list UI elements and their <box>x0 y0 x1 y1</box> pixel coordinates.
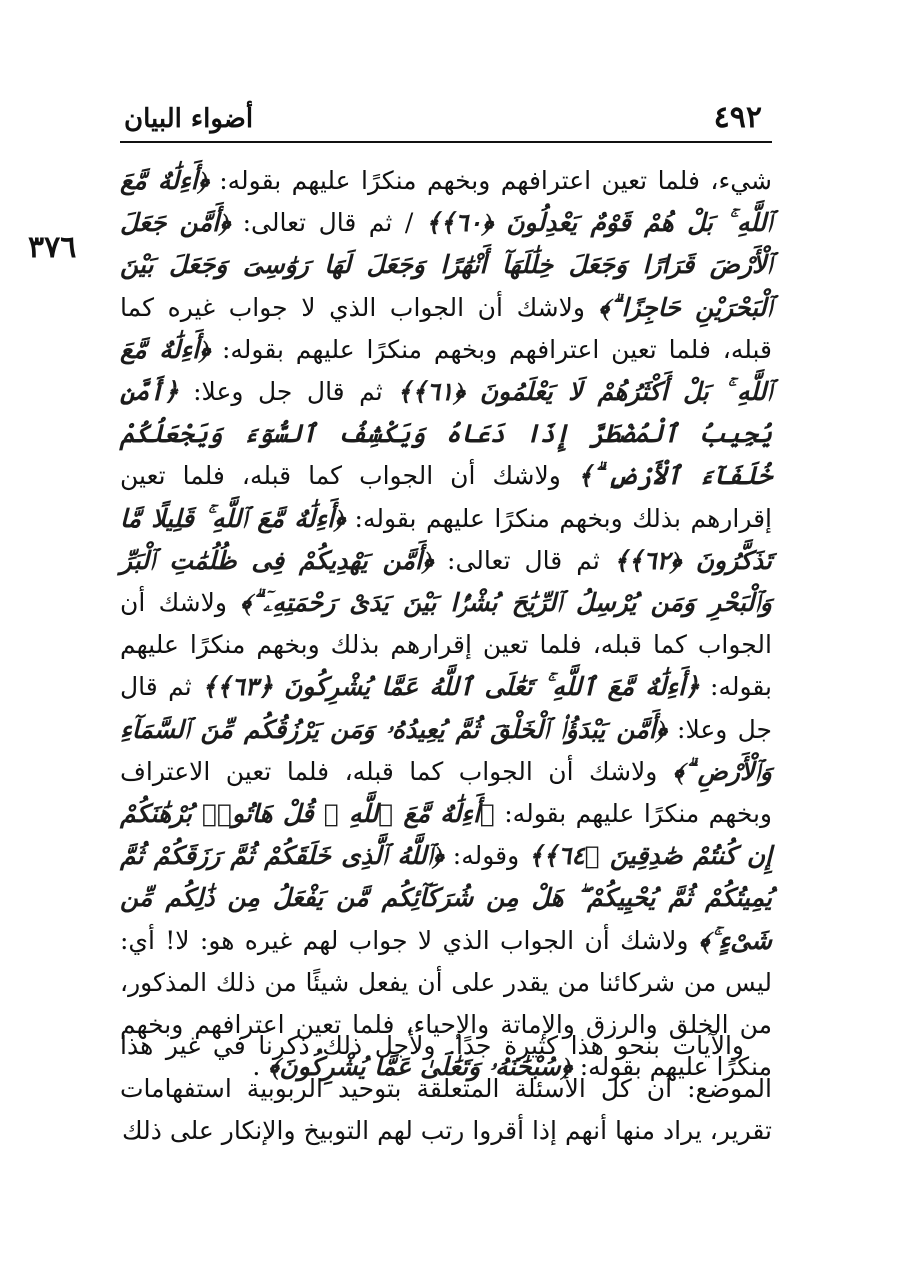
commentary-text: ولاشك أن الجواب الذي لا جواب لهم غيره هو: لا! أي: ليس من شركائنا من يقدر على أن يفعل شيئًا من ذلك المذكور، من الخلق والرزق والإماتة والإحياء، فلما تعين اعترافهم وبخهم منكرًا عليهم بقوله: <box>120 925 772 1082</box>
commentary-text: ولاشك أن الجواب كما قبله، فلما تعين إقرارهم بذلك وبخهم منكرًا عليهم بقوله: <box>120 588 772 702</box>
quran-verse: ﴿أَءِلَٰهٌ مَّعَ ٱللَّهِ ۚ قُلْ هَاتُوا۟ بُرْهَٰنَكُمْ إِن كُنتُمْ صَٰدِقِينَ ﴿٦٤﴾﴾ <box>120 799 772 871</box>
commentary-text: شيء، فلما تعين اعترافهم وبخهم منكرًا عليهم بقوله: <box>208 166 772 195</box>
book-title: أضواء البيان <box>124 104 254 134</box>
second-paragraph-text: والآيات بنحو هذا كثيرة جدًا. ولأجل ذلك ذكرنا في غير هذا الموضع: أن كل الأسئلة المتعلقة بتوحيد الربوبية استفهامات تقرير، يراد منها أنهم إذا أقروا رتب لهم التوبيخ والإنكار على ذلك <box>120 1031 772 1145</box>
margin-page-reference: ٣٧٦ <box>28 230 77 265</box>
commentary-text: ثم قال جل وعلا: <box>178 377 398 407</box>
running-header <box>120 96 770 138</box>
main-paragraph-text <box>120 160 772 1088</box>
commentary-text: . <box>252 1052 269 1082</box>
commentary-text: ولاشك أن الجواب كما قبله، فلما تعين الاعتراف وبخهم منكرًا عليهم بقوله: <box>120 756 772 829</box>
quran-verse: ﴿أَءِلَٰهٌ مَّعَ ٱللَّهِ ۚ تَعَٰلَى ٱللَّهُ عَمَّا يُشْرِكُونَ ﴿٦٣﴾﴾ <box>202 672 700 702</box>
quran-verse: ﴿أَمَّن يَبْدَؤُا۟ ٱلْخَلْقَ ثُمَّ يُعِيدُهُۥ وَمَن يَرْزُقُكُم مِّنَ ٱلسَّمَآءِ وَٱلْأَرْضِ ۗ﴾ <box>120 714 772 786</box>
quran-verse: ﴿أَمَّن يُجِيبُ ٱلْمُضْطَرَّ إِذَا دَعَاهُ وَيَكْشِفُ ٱلسُّوٓءَ وَيَجْعَلُكُمْ خُلَفَآءَ ٱلْأَرْضِ ۗ﴾ <box>120 377 772 491</box>
commentary-text: وقوله: <box>443 841 529 871</box>
commentary-text: ثم قال تعالى: <box>433 545 614 575</box>
header-divider <box>120 141 772 143</box>
second-paragraph <box>120 1025 772 1153</box>
quran-verse: ﴿ٱللَّهُ ٱلَّذِى خَلَقَكُمْ ثُمَّ رَزَقَكُمْ ثُمَّ يُمِيتُكُمْ ثُمَّ يُحْيِيكُمْ ۖ هَلْ مِن شُرَكَآئِكُم مَّن يَفْعَلُ مِن ذَٰلِكُم مِّن شَىْءٍ ۚ﴾ <box>120 841 772 955</box>
commentary-text: ولاشك أن الجواب كما قبله، فلما تعين إقرارهم بذلك وبخهم منكرًا عليهم بقوله: <box>120 461 773 533</box>
page-number: ٤٩٢ <box>713 100 762 135</box>
quran-verse: ﴿أَءِلَٰهٌ مَّعَ ٱللَّهِ ۚ قَلِيلًا مَّا تَذَكَّرُونَ ﴿٦٢﴾﴾ <box>120 503 772 575</box>
quran-verse: ﴿أَءِلَٰهٌ مَّعَ ٱللَّهِ ۚ بَلْ أَكْثَرُهُمْ لَا يَعْلَمُونَ ﴿٦١﴾﴾ <box>120 334 772 407</box>
commentary-text: ولاشك أن الجواب الذي لا جواب غيره كما قبله، فلما تعين اعترافهم وبخهم منكرًا عليهم بقوله: <box>120 292 772 364</box>
quran-verse: ﴿أَمَّن جَعَلَ ٱلْأَرْضَ قَرَارًا وَجَعَلَ خِلَٰلَهَآ أَنْهَٰرًا وَجَعَلَ لَهَا رَوَٰسِىَ وَجَعَلَ بَيْنَ ٱلْبَحْرَيْنِ حَاجِزًا ۗ﴾ <box>120 208 772 322</box>
commentary-text: ثم قال جل وعلا: <box>120 672 772 744</box>
quran-verse: ﴿أَمَّن يَهْدِيكُمْ فِى ظُلُمَٰتِ ٱلْبَرِّ وَٱلْبَحْرِ وَمَن يُرْسِلُ ٱلرِّيَٰحَ بُشْرًۢا بَيْنَ يَدَىْ رَحْمَتِهِۦٓ ۗ﴾ <box>120 545 772 618</box>
main-paragraph <box>120 160 772 1088</box>
quran-verse: ﴿أَءِلَٰهٌ مَّعَ ٱللَّهِ ۚ بَلْ هُمْ قَوْمٌ يَعْدِلُونَ ﴿٦٠﴾﴾ <box>120 166 772 238</box>
quran-verse: ﴿سُبْحَٰنَهُۥ وَتَعَٰلَىٰ عَمَّا يُشْرِكُونَ﴾ <box>268 1052 572 1082</box>
commentary-text: / ثم قال تعالى: <box>230 208 426 238</box>
